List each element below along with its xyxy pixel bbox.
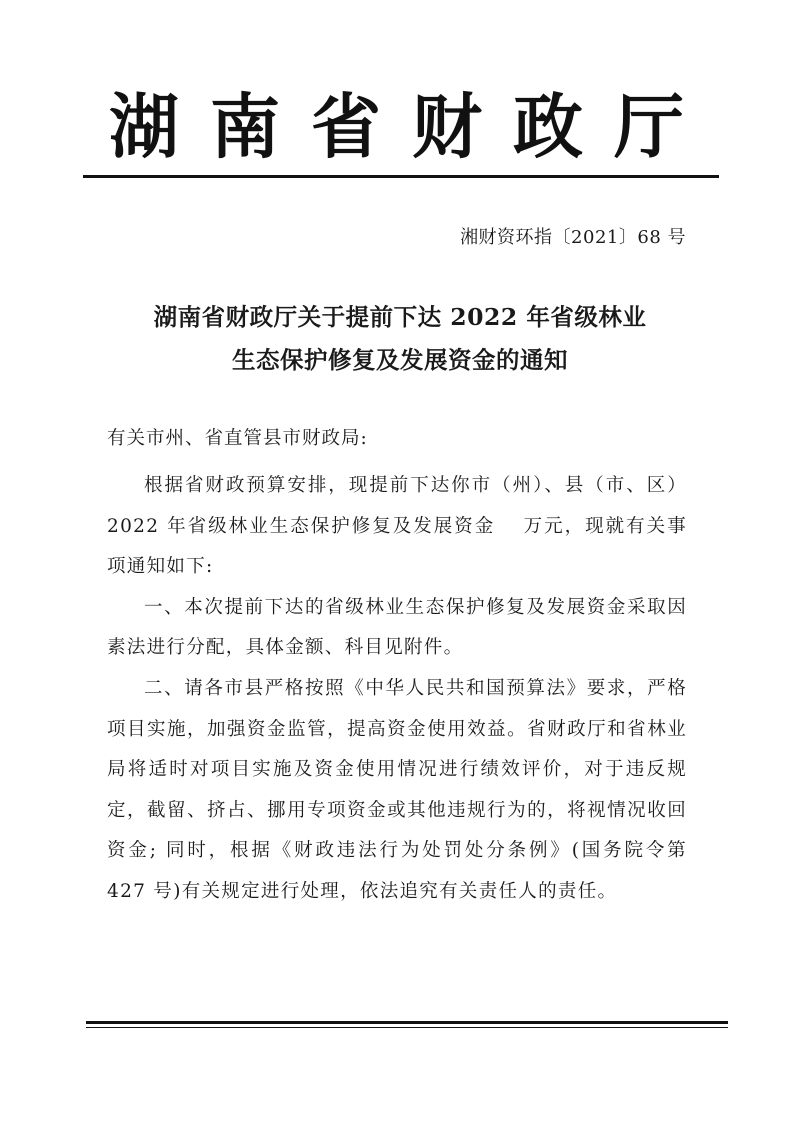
document-number: 湘财资环指〔2021〕68 号 [460, 227, 686, 248]
agency-masthead: 湖南省财政厅 [109, 85, 715, 168]
footer-divider-thick [86, 1021, 728, 1024]
footer-divider-thin [86, 1027, 728, 1028]
body-text [107, 466, 687, 913]
title-line-1: 湖南省财政厅关于提前下达 2022 年省级林业 [153, 303, 647, 331]
title-line-2: 生态保护修复及发展资金的通知 [232, 346, 568, 374]
body-paragraph: 根据省财政预算安排，现提前下达你市（州）、县（市、区）2022 年省级林业生态保护修复及发展资金 万元，现就有关事项通知如下: [107, 475, 687, 578]
document-title [60, 296, 740, 382]
masthead-divider [83, 175, 719, 178]
salutation: 有关市州、省直管县市财政局: [107, 428, 368, 449]
body-paragraph: 二、请各市县严格按照《中华人民共和国预算法》要求，严格项目实施，加强资金监管，提高资金使用效益。省财政厅和省林业局将适时对项目实施及资金使用情况进行绩效评价，对于违反规定，截留、挤占、挪用专项资金或其他违规行为的，将视情况收回资金; 同时，根据《财政违法行为处罚处分条例》(国务院令第 427 号)有关规定进行处理，依法追究有关责任人的责任。 [107, 677, 687, 902]
body-paragraph: 一、本次提前下达的省级林业生态保护修复及发展资金采取因素法进行分配，具体金额、科目见附件。 [107, 596, 687, 659]
